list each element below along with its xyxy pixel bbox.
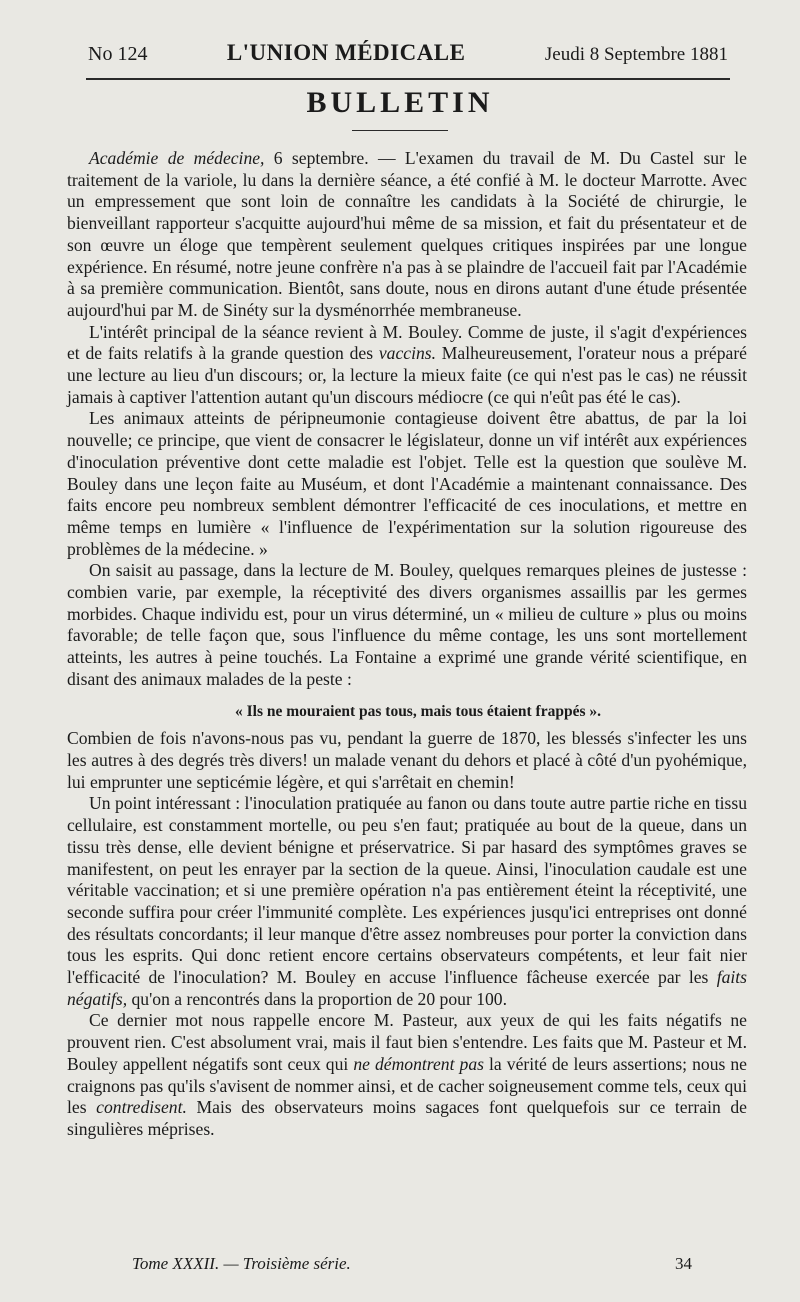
header-rule	[86, 78, 730, 80]
paragraph	[67, 793, 747, 1010]
page-footer	[132, 1254, 692, 1274]
paragraph	[67, 148, 747, 322]
running-head	[88, 40, 728, 76]
journal-title: L'UNION MÉDICALE	[226, 40, 466, 65]
paragraph: On saisit au passage, dans la lecture de M. Bouley, quelques remarques pleines de justesse : combien varie, par exemple, la réceptivité des divers organismes assaillis par les germes morbides. Chaque individu est, pour un virus déterminé, un « milieu de culture » plus ou moins favorable; de telle façon que, sous l'influence du même contage, les uns sont mortellement atteints, les autres à peine touchés. La Fontaine a exprimé une grande vérité scientifique, en disant des animaux malades de la peste :	[67, 560, 747, 689]
emphasis: contredisent.	[96, 1097, 187, 1118]
article-body	[67, 148, 747, 1141]
paragraph-text: Mais des observateurs moins sagaces font quelquefois sur ce terrain de singulières méprises.	[67, 1097, 747, 1139]
paragraph	[67, 1010, 747, 1140]
paragraph-text: 6 septembre. — L'examen du travail de M. Du Castel sur le traitement de la variole, lu dans la dernière séance, a été confié à M. le docteur Marrotte. Avec un empressement que sont loin de connaître les candidats à la Société de chirurgie, le bienveillant rapporteur s'acquitte aujourd'hui même de sa mission, et fait du présentateur et de son œuvre un éloge que tempèrent seulement quelques critiques inspirées par une longue expérience. En résumé, notre jeune confrère n'a pas à se plaindre de l'accueil fait par l'Académie à sa première communication. Bientôt, sans doute, nous en dirons autant d'une étude présentée aujourd'hui par M. de Sinéty sur la dysménorrhée membraneuse.	[67, 148, 747, 320]
paragraph: Les animaux atteints de péripneumonie contagieuse doivent être abattus, de par la loi nouvelle; ce principe, que vient de consacrer le législateur, donne un vif intérêt aux expériences d'inoculation préventive dont cette maladie est l'objet. Telle est la question que soulève M. Bouley dans une leçon faite au Muséum, et dont l'Académie a maintenant connaissance. Des faits encore peu nombreux semblent démontrer l'efficacité de ces inoculations, et mettre en même temps en lumière « l'influence de l'expérimentation sur la solution rigoureuse des problèmes de la médecine. »	[67, 408, 747, 559]
paragraph-text: qu'on a rencontrés dans la proportion de 20 pour 100.	[127, 988, 507, 1009]
paragraph	[67, 322, 747, 409]
paragraph-text: la vérité de leurs assertions; nous ne craignons pas qu'ils s'avisent de nommer ainsi, et de cacher soigneusement comme tels, ceux qui les	[67, 1053, 747, 1118]
verse-quote: « Ils ne mouraient pas tous, mais tous étaient frappés ».	[235, 702, 601, 720]
emphasis: faits négatifs,	[67, 967, 747, 1009]
issue-number: No 124	[88, 43, 148, 65]
issue-date: Jeudi 8 Septembre 1881	[544, 44, 728, 65]
paragraph-text: Malheureusement, l'orateur nous a préparé une lecture au lieu d'un discours; or, la lecture la mieux faite (ce qui n'est pas le cas) ne réussit jamais à captiver l'attention autant qu'un discours médiocre (ce qui n'eût pas été le cas).	[67, 343, 747, 407]
paragraph-lead: Académie de médecine,	[89, 148, 265, 168]
emphasis: vaccins.	[378, 343, 437, 364]
paragraph-text: Un point intéressant : l'inoculation pratiquée au fanon ou dans toute autre partie riche en tissu cellulaire, est constamment mortelle, ou peu s'en faut; pratiquée au bout de la queue, dans un tissu très dense, elle devient bénigne et préservatrice. Si par hasard des symptômes graves se manifestent, on peut les enrayer par la section de la queue. Ainsi, l'inoculation caudale est une véritable vaccination; et si une première opération n'a pas entièrement éteint la réceptivité, une seconde suffira pour créer l'immunité complète. Les expériences jusqu'ici entreprises ont donné des résultats concordants; il leur manque d'être assez nombreuses pour porter la conviction dans tous les esprits. Qui donc retient encore certains observateurs compétents, et leur fait nier l'efficacité de l'inoculation? M. Bouley en accuse l'influence fâcheuse exercée par les	[67, 793, 747, 988]
page-number: 34	[675, 1254, 692, 1273]
emphasis: ne démontrent pas	[353, 1053, 484, 1074]
title-rule	[352, 130, 448, 131]
paragraph-text: Ce dernier mot nous rappelle encore M. Pasteur, aux yeux de qui les faits négatifs ne prouvent rien. C'est absolument vrai, mais il faut bien s'entendre. Les faits que M. Pasteur et M. Bouley appellent négatifs sont ceux qui	[67, 1010, 747, 1074]
paragraph: Combien de fois n'avons-nous pas vu, pendant la guerre de 1870, les blessés s'infecter les uns les autres à des degrés très divers! un malade venant du dehors et placé à côté d'un pyohémique, lui emprunter une septicémie légère, et qui s'arrêtait en chemin!	[67, 728, 747, 792]
section-title: BULLETIN	[306, 86, 494, 119]
volume-info: Tome XXXII. — Troisième série.	[132, 1254, 351, 1273]
paragraph-text: L'intérêt principal de la séance revient à M. Bouley. Comme de juste, il s'agit d'expériences et de faits relatifs à la grande question des	[67, 321, 747, 364]
